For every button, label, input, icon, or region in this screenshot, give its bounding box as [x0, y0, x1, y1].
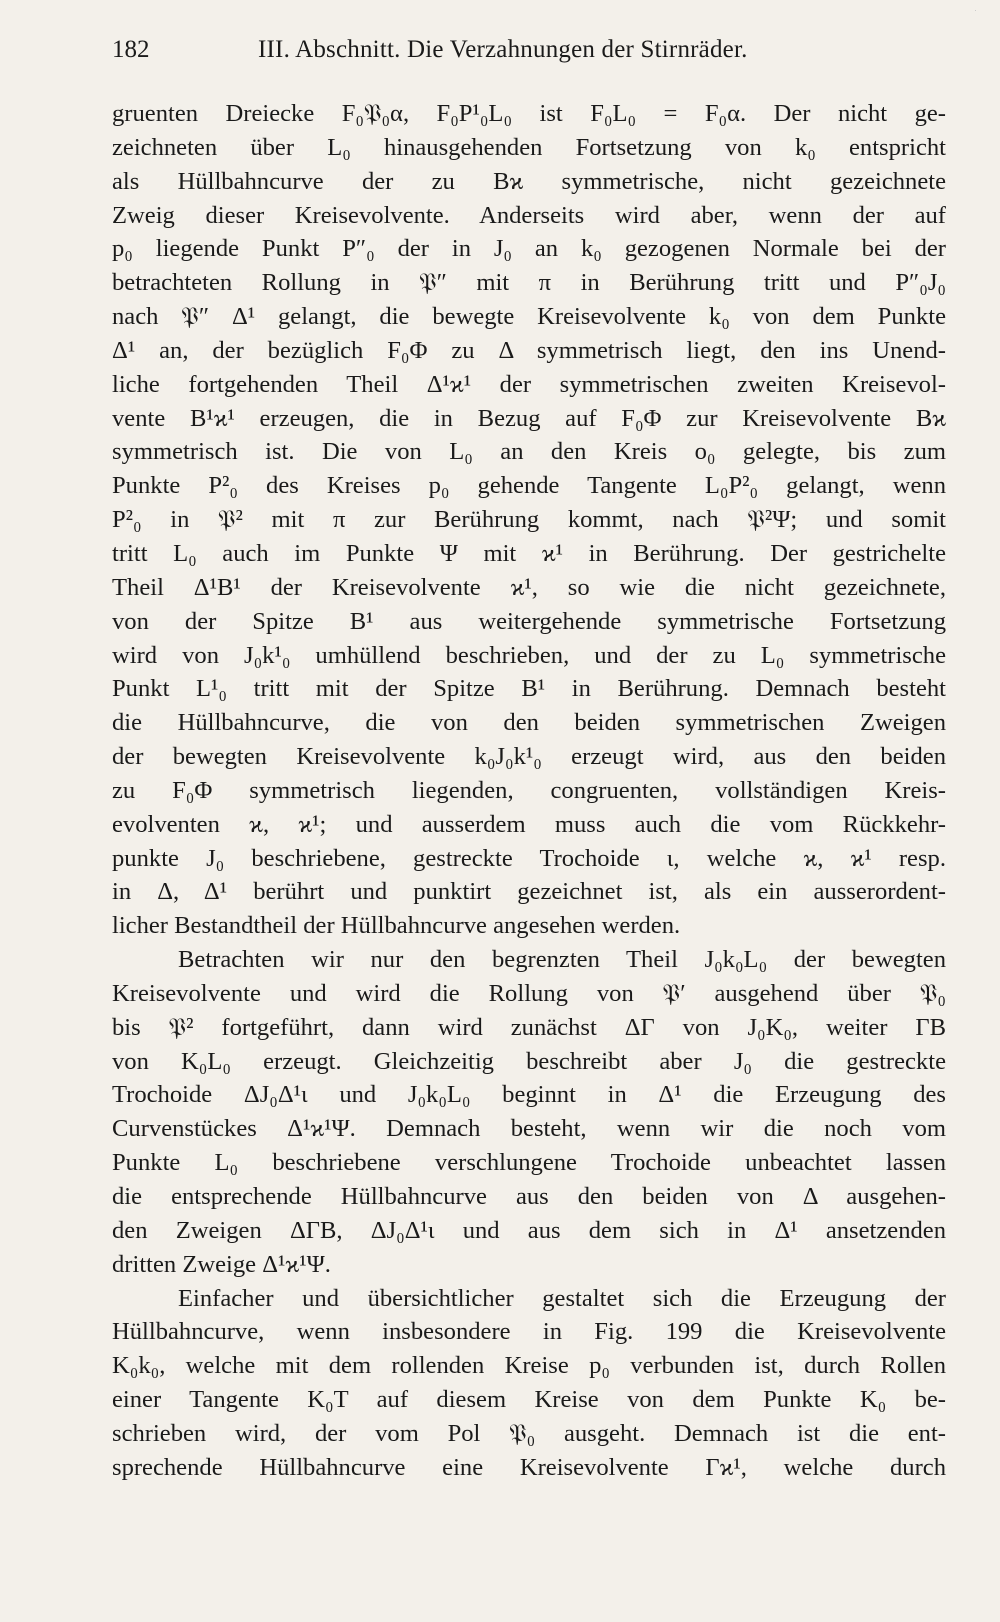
- text-line: Punkte P²₀ des Kreises p₀ gehende Tangente L₀P²₀ gelangt, wenn: [112, 472, 946, 500]
- text-line: Zweig dieser Kreisevolvente. Anderseits wird aber, wenn der auf: [112, 201, 946, 229]
- text-line: sprechende Hüllbahncurve eine Kreisevolvente Γϰ¹, welche durch: [112, 1453, 946, 1481]
- text-line: einer Tangente K₀T auf diesem Kreise von dem Punkte K₀ be-: [112, 1386, 946, 1414]
- text-line: wird von J₀k¹₀ umhüllend beschrieben, und der zu L₀ symmetrische: [112, 641, 946, 669]
- text-line: licher Bestandtheil der Hüllbahncurve angesehen werden.: [112, 912, 681, 940]
- text-line: in Δ, Δ¹ berührt und punktirt gezeichnet ist, als ein ausserordent-: [112, 878, 946, 906]
- text-line: tritt L₀ auch im Punkte Ψ mit ϰ¹ in Berührung. Der gestrichelte: [112, 539, 946, 567]
- text-line: Δ¹ an, der bezüglich F₀Φ zu Δ symmetrisch liegt, den ins Unend-: [112, 336, 946, 364]
- text-line: p₀ liegende Punkt P″₀ der in J₀ an k₀ gezogenen Normale bei der: [112, 235, 946, 263]
- text-line: als Hüllbahncurve der zu Bϰ symmetrische, nicht gezeichnete: [112, 167, 946, 195]
- text-line: betrachteten Rollung in 𝔓″ mit π in Berührung tritt und P″₀J₀: [112, 269, 946, 297]
- text-line: von K₀L₀ erzeugt. Gleichzeitig beschreibt aber J₀ die gestreckte: [112, 1047, 946, 1075]
- text-line: Einfacher und übersichtlicher gestaltet sich die Erzeugung der: [178, 1284, 946, 1312]
- text-line: bis 𝔓² fortgeführt, dann wird zunächst ΔΓ von J₀K₀, weiter ΓB: [112, 1013, 946, 1041]
- body-text: [112, 97, 946, 1485]
- text-line: symmetrisch ist. Die von L₀ an den Kreis o₀ gelegte, bis zum: [112, 438, 946, 466]
- text-line: vente B¹ϰ¹ erzeugen, die in Bezug auf F₀Φ zur Kreisevolvente Bϰ: [112, 404, 946, 432]
- text-line: Punkt L¹₀ tritt mit der Spitze B¹ in Berührung. Demnach besteht: [112, 675, 946, 703]
- page-header: [112, 36, 952, 76]
- text-line: dritten Zweige Δ¹ϰ¹Ψ.: [112, 1250, 331, 1278]
- text-line: Theil Δ¹B¹ der Kreisevolvente ϰ¹, so wie die nicht gezeichnete,: [112, 573, 946, 601]
- text-line: K₀k₀, welche mit dem rollenden Kreise p₀ verbunden ist, durch Rollen: [112, 1352, 946, 1380]
- text-line: punkte J₀ beschriebene, gestreckte Trochoide ι, welche ϰ, ϰ¹ resp.: [112, 844, 946, 872]
- text-line: Kreisevolvente und wird die Rollung von 𝔓′ ausgehend über 𝔓₀: [112, 979, 946, 1007]
- text-line: die entsprechende Hüllbahncurve aus den beiden von Δ ausgehen-: [112, 1183, 946, 1210]
- text-line: von der Spitze B¹ aus weitergehende symmetrische Fortsetzung: [112, 607, 946, 635]
- text-line: nach 𝔓″ Δ¹ gelangt, die bewegte Kreisevolvente k₀ von dem Punkte: [112, 303, 946, 331]
- text-line: der bewegten Kreisevolvente k₀J₀k¹₀ erzeugt wird, aus den beiden: [112, 743, 946, 771]
- text-line: Curvenstückes Δ¹ϰ¹Ψ. Demnach besteht, wenn wir die noch vom: [112, 1115, 946, 1143]
- text-line: zeichneten über L₀ hinausgehenden Fortsetzung von k₀ entspricht: [112, 133, 946, 161]
- page-number: 182: [112, 36, 150, 63]
- text-line: P²₀ in 𝔓² mit π zur Berührung kommt, nach 𝔓²Ψ; und somit: [112, 506, 946, 534]
- text-line: Betrachten wir nur den begrenzten Theil J₀k₀L₀ der bewegten: [178, 946, 946, 974]
- text-line: Punkte L₀ beschriebene verschlungene Trochoide unbeachtet lassen: [112, 1149, 946, 1177]
- text-line: den Zweigen ΔΓB, ΔJ₀Δ¹ι und aus dem sich in Δ¹ ansetzenden: [112, 1216, 946, 1244]
- text-line: Hüllbahncurve, wenn insbesondere in Fig. 199 die Kreisevolvente: [112, 1318, 946, 1346]
- running-head: III. Abschnitt. Die Verzahnungen der Stirnräder.: [258, 36, 748, 63]
- text-line: die Hüllbahncurve, die von den beiden symmetrischen Zweigen: [112, 709, 946, 737]
- text-line: evolventen ϰ, ϰ¹; und ausserdem muss auch die vom Rückkehr-: [112, 810, 946, 838]
- text-line: zu F₀Φ symmetrisch liegenden, congruenten, vollständigen Kreis-: [112, 776, 946, 804]
- text-line: schrieben wird, der vom Pol 𝔓₀ ausgeht. Demnach ist die ent-: [112, 1419, 946, 1447]
- text-line: Trochoide ΔJ₀Δ¹ι und J₀k₀L₀ beginnt in Δ¹ die Erzeugung des: [112, 1081, 946, 1109]
- text-line: gruenten Dreiecke F₀𝔓₀α, F₀P¹₀L₀ ist F₀L₀ = F₀α. Der nicht ge-: [112, 100, 946, 127]
- text-line: liche fortgehenden Theil Δ¹ϰ¹ der symmetrischen zweiten Kreisevol-: [112, 370, 946, 398]
- page-speck: [975, 10, 976, 11]
